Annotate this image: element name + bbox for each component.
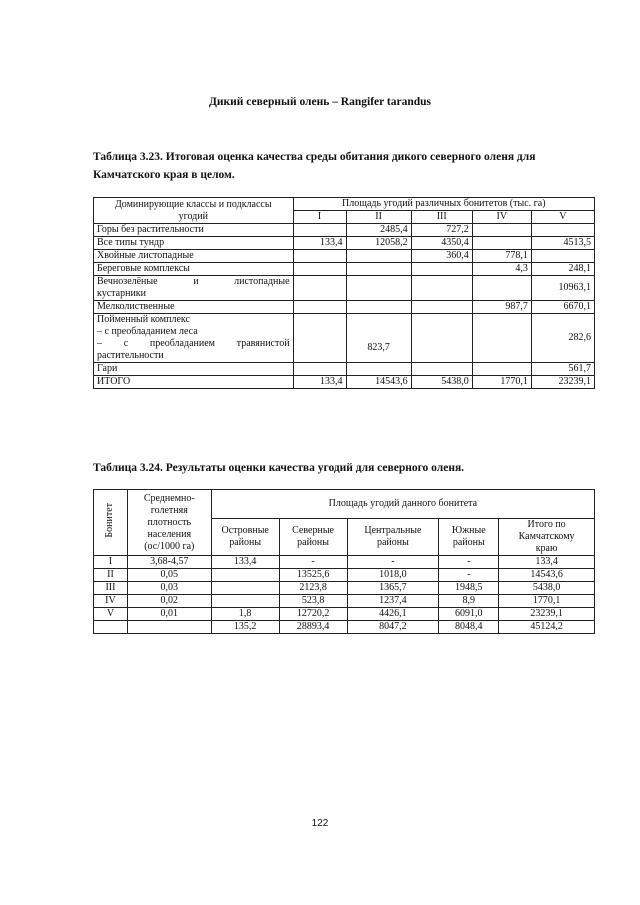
table-cell: 3,68-4,57 [127,556,211,569]
table-cell [472,363,531,376]
row-label: Хвойные листопадные [94,250,294,263]
table-cell: 360,4 [411,250,472,263]
table-cell: 1,8 [211,608,279,621]
table-cell: 1018,0 [347,569,439,582]
table-cell: 8,9 [439,595,499,608]
table-row [94,608,595,621]
table-row [94,582,595,595]
table-cell: 727,2 [411,224,472,237]
table1-caption-line1: Таблица 3.23. Итоговая оценка качества среды обитания дикого северного оленя для [93,151,536,163]
table-cell [346,263,411,276]
table1-caption [93,148,603,184]
table-cell [293,263,346,276]
table-cell [411,301,472,314]
table-cell [411,276,472,301]
table-cell: 6091,0 [439,608,499,621]
table-cell [293,276,346,301]
row-label: Пойменный комплекс – с преобладанием леса – с преобладанием травянистой растительности [94,314,294,363]
table-row [94,363,595,376]
table-row [94,250,595,263]
page-number: 122 [311,818,329,829]
table1-head-class-v: V [531,211,594,224]
table-cell [472,276,531,301]
table1-head-class-iii: III [411,211,472,224]
table-cell: 23239,1 [531,376,594,389]
table-row [94,224,595,237]
table1-head-class-i: I [293,211,346,224]
table-cell: 133,4 [293,237,346,250]
table-cell: 0,02 [127,595,211,608]
table2-head-islands: Островные районы [211,519,279,556]
table1-head-classes: Доминирующие классы и подклассы угодий [94,198,294,224]
table-cell [127,621,211,634]
table-cell [211,595,279,608]
table1-head-area: Площадь угодий различных бонитетов (тыс. га) [293,198,594,211]
table1-head-class-ii: II [346,211,411,224]
table-cell: 133,4 [293,376,346,389]
row-label: Мелколиственные [94,301,294,314]
table-cell: 1365,7 [347,582,439,595]
table-cell [293,314,346,363]
table-cell [472,224,531,237]
row-label: Береговые комплексы [94,263,294,276]
table2-head-central: Центральные районы [347,519,439,556]
table-total-row [94,621,595,634]
habitat-quality-table [93,197,595,389]
table-cell: 778,1 [472,250,531,263]
table-row [94,556,595,569]
table-cell: 23239,1 [499,608,595,621]
table2-head-density: Среднемно- голетняя плотность населения (ос/1000 га) [127,490,211,556]
table-cell: 13525,6 [279,569,347,582]
table2-head-north: Северные районы [279,519,347,556]
table-cell [531,250,594,263]
table-cell: II [94,569,128,582]
table-cell: 1770,1 [499,595,595,608]
table-cell: - [347,556,439,569]
table-cell: 4513,5 [531,237,594,250]
table-cell: 12058,2 [346,237,411,250]
table-cell [346,276,411,301]
table-cell [211,582,279,595]
table-cell: 45124,2 [499,621,595,634]
table-cell: 14543,6 [346,376,411,389]
table-cell: 0,03 [127,582,211,595]
table-cell: 2485,4 [346,224,411,237]
table-cell: IV [94,595,128,608]
table-cell [346,363,411,376]
table-cell [411,363,472,376]
table-cell [411,314,472,363]
table-cell: 4426,1 [347,608,439,621]
table-cell: 561,7 [531,363,594,376]
table-cell: - [279,556,347,569]
table-cell: 133,4 [211,556,279,569]
table-cell: 10963,1 [531,276,594,301]
table-cell: 282,6 [531,314,594,363]
table-cell [531,224,594,237]
table2-head-south: Южные районы [439,519,499,556]
row-label: Вечнозелёные и листопадные кустарники [94,276,294,301]
table-cell: 523,8 [279,595,347,608]
table-cell [346,301,411,314]
table-cell [293,363,346,376]
table-cell [472,237,531,250]
table-cell: 823,7 [346,314,411,363]
table-cell: 8048,4 [439,621,499,634]
table-cell: 5438,0 [411,376,472,389]
table-total-row [94,376,595,389]
table-row [94,314,595,363]
table-cell: 4,3 [472,263,531,276]
table2-header-row [94,490,595,519]
table-cell: V [94,608,128,621]
table-cell [472,314,531,363]
table2-head-area: Площадь угодий данного бонитета [211,490,594,519]
table-row [94,276,595,301]
table-cell: III [94,582,128,595]
table-cell: 987,7 [472,301,531,314]
running-header: Дикий северный олень – Rangifer tarandus [208,96,431,108]
row-label: Все типы тундр [94,237,294,250]
table-cell: 133,4 [499,556,595,569]
table-row [94,595,595,608]
table-cell [346,250,411,263]
table-cell: 1770,1 [472,376,531,389]
table2-caption: Таблица 3.24. Результаты оценки качества угодий для северного оленя. [93,462,465,474]
table-cell: 0,01 [127,608,211,621]
table-cell: I [94,556,128,569]
table-cell: 4350,4 [411,237,472,250]
row-label: Гари [94,363,294,376]
table-cell [293,250,346,263]
row-label: ИТОГО [94,376,294,389]
table-cell [94,621,128,634]
table-cell: 1237,4 [347,595,439,608]
table-cell: 8047,2 [347,621,439,634]
table-cell: 14543,6 [499,569,595,582]
row-label: Горы без растительности [94,224,294,237]
table-cell [293,224,346,237]
table2-head-bonitet: Бонитет [94,490,128,556]
table-cell [211,569,279,582]
table-cell: 248,1 [531,263,594,276]
table1-head-class-iv: IV [472,211,531,224]
table-cell: 5438,0 [499,582,595,595]
table-cell: 12720,2 [279,608,347,621]
table-row [94,237,595,250]
table-cell: 6670,1 [531,301,594,314]
table-cell: 135,2 [211,621,279,634]
land-quality-table [93,489,595,634]
table1-caption-line2: Камчатского края в целом. [93,169,235,181]
table-cell [293,301,346,314]
table-row [94,301,595,314]
table-cell: 2123,8 [279,582,347,595]
table-cell: 1948,5 [439,582,499,595]
table2-head-total: Итого по Камчатскому краю [499,519,595,556]
table-row [94,263,595,276]
table-cell: - [439,556,499,569]
table-cell: 0,05 [127,569,211,582]
table-cell: - [439,569,499,582]
table-cell [411,263,472,276]
table1-header-row [94,198,595,211]
table-row [94,569,595,582]
table-cell: 28893,4 [279,621,347,634]
